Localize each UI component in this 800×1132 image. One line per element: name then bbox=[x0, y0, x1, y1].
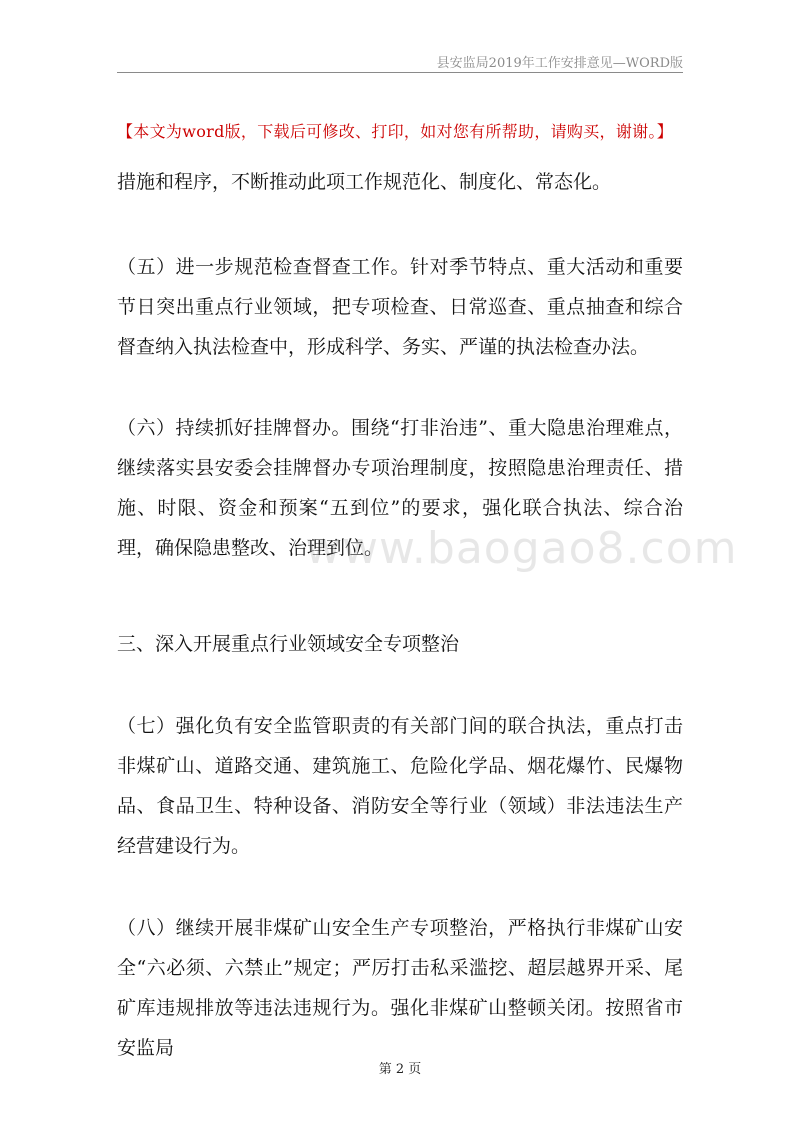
page-header: 县安监局2019年工作安排意见—WORD版 bbox=[436, 56, 683, 71]
page-number: 第 2 页 bbox=[378, 1062, 422, 1077]
header-divider bbox=[117, 72, 683, 73]
paragraph-item-5: （五）进一步规范检查督查工作。针对季节特点、重大活动和重要节日突出重点行业领域，把专项检查、日常巡查、重点抽查和综合督查纳入执法检查中，形成科学、务实、严谨的执法检查办法。 bbox=[117, 256, 683, 358]
paragraph-item-7: （七）强化负有安全监管职责的有关部门间的联合执法，重点打击非煤矿山、道路交通、建筑施工、危险化学品、烟花爆竹、民爆物品、食品卫生、特种设备、消防安全等行业（领域）非法违法生产经营建设行为。 bbox=[117, 715, 683, 857]
watermark: www.baogao8.com bbox=[305, 523, 738, 574]
section-heading-3: 三、深入开展重点行业领域安全专项整治 bbox=[117, 633, 460, 655]
paragraph-continuation: 措施和程序，不断推动此项工作规范化、制度化、常态化。 bbox=[117, 171, 612, 193]
paragraph-item-6: （六）持续抓好挂牌督办。围绕“打非治违”、重大隐患治理难点，继续落实县安委会挂牌督办专项治理制度，按照隐患治理责任、措施、时限、资金和预案“五到位”的要求，强化联合执法、综合治理，确保隐患整改、治理到位。 bbox=[117, 417, 683, 559]
purchase-notice: 【本文为word版，下载后可修改、打印，如对您有所帮助，请购买，谢谢。】 bbox=[117, 122, 674, 141]
paragraph-item-8: （八）继续开展非煤矿山安全生产专项整治，严格执行非煤矿山安全“六必须、六禁止”规定；严厉打击私采滥挖、超层越界开采、尾矿库违规排放等违法违规行为。强化非煤矿山整顿关闭。按照省市安监局 bbox=[117, 917, 683, 1059]
